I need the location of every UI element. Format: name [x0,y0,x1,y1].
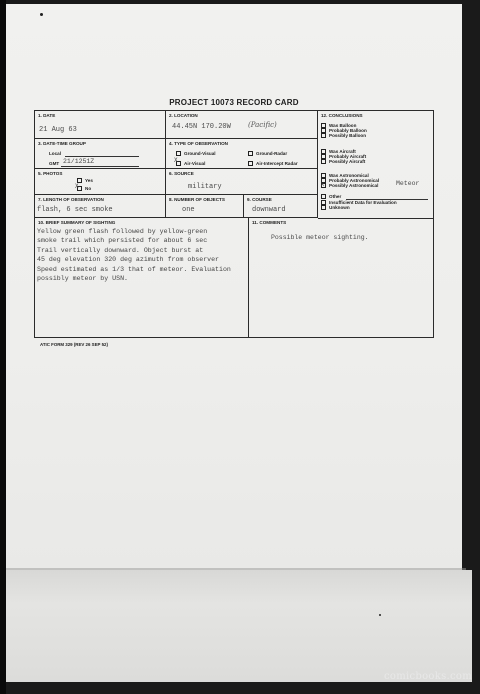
summary-text [37,227,231,283]
summary-label: 10. BRIEF SUMMARY OF SIGHTING [38,220,116,225]
dust-speck [40,13,43,16]
photos-label: 5. PHOTOS [38,171,63,176]
conclusion-was-balloon: Was Balloon [321,123,356,128]
course-value: downward [252,206,286,214]
length-label: 7. LENGTH OF OBSERVATION [38,197,104,202]
conclusion-probably-astronomical: Probably Astronomical [321,178,379,183]
observation-type-label: 4. TYPE OF OBSERVATION [169,141,228,146]
comments-value: Possible meteor sighting. [271,234,369,241]
checkbox [321,194,326,199]
observation-type-cell [166,139,318,169]
photos-no: No [77,186,91,191]
objects-value: one [182,206,195,214]
conclusion-possibly-astronomical: Possibly Astronomical [321,183,378,188]
obs-air-visual: Air-Visual [176,161,205,166]
checkbox [248,161,253,166]
location-handwritten-note: (Pacific) [248,121,277,129]
date-label: 1. DATE [38,113,56,118]
conclusion-probably-aircraft: Probably Aircraft [321,154,366,159]
course-cell [244,195,318,218]
photos-no-mark: X [75,183,79,190]
dust-speck [379,614,381,616]
conclusion-insufficient-data: Insufficient Data for Evaluation [321,200,397,205]
dtg-label: 3. DATE-TIME GROUP [38,141,86,146]
date-value: 21 Aug 63 [39,126,77,134]
card-title: PROJECT 10073 RECORD CARD [169,98,299,107]
location-value: 44.45N 170.20W [172,123,231,131]
summary-line: Speed estimated as 1/3 that of meteor. Evaluation [37,265,231,273]
conclusion-was-aircraft: Was Aircraft [321,149,356,154]
dtg-gmt-label: GMT [49,161,60,166]
gmt-underline [61,166,139,167]
obs-air-intercept-radar: Air-Intercept Radar [248,161,298,166]
conclusion-other: Other [321,194,341,199]
location-label: 2. LOCATION [169,113,198,118]
checkbox [321,205,326,210]
date-cell [35,111,166,139]
dtg-gmt-value: 21/1251Z [63,158,95,165]
comments-label: 11. COMMENTS [252,220,287,225]
conclusion-unknown: Unknown [321,205,350,210]
length-value: flash, 6 sec smoke [37,206,113,214]
summary-cell [35,218,249,337]
date-time-group-cell [35,139,166,169]
source-label: 6. SOURCE [169,171,194,176]
number-of-objects-cell [166,195,244,218]
summary-line: 45 deg elevation 320 deg azimuth from observer [37,256,220,264]
summary-line: possibly meteor by USN. [37,275,129,283]
air-visual-mark: X [174,157,178,164]
conclusions-divider [318,218,433,219]
conclusion-probably-balloon: Probably Balloon [321,128,367,133]
summary-line: smoke trail which persisted for about 6 sec [37,237,208,245]
document-page [6,4,462,570]
checkbox [321,159,326,164]
obs-ground-radar: Ground-Radar [248,151,287,156]
dtg-local-label: Local [49,151,61,156]
course-label: 9. COURSE [247,197,272,202]
conclusions-cell [318,111,433,337]
conclusion-typed-note: Meteor [396,180,420,187]
form-number: ATIC FORM 329 (REV 26 SEP 52) [40,342,108,347]
checkbox [176,151,181,156]
length-of-observation-cell [35,195,166,218]
summary-line: Yellow green flash followed by yellow-green [37,228,208,235]
local-underline [65,156,139,157]
document-page-lower [6,570,472,682]
record-card [34,110,434,338]
comments-cell [249,218,369,337]
conclusion-possibly-aircraft: Possibly Aircraft [321,159,365,164]
obs-ground-visual: Ground-Visual [176,151,216,156]
summary-line: Trail vertically downward. Object burst at [37,246,204,254]
checkbox [248,151,253,156]
source-value: military [188,183,222,191]
location-cell [166,111,318,139]
photos-yes: Yes [77,178,93,183]
photos-cell [35,169,166,195]
possibly-astronomical-mark: X [321,181,325,188]
checkbox [321,133,326,138]
watermark: comicbooks.com [383,671,472,682]
conclusions-label: 12. CONCLUSIONS [321,113,363,118]
source-cell [166,169,318,195]
conclusion-was-astronomical: Was Astronomical [321,173,369,178]
conclusion-possibly-balloon: Possibly Balloon [321,133,366,138]
objects-label: 8. NUMBER OF OBJECTS [169,197,225,202]
